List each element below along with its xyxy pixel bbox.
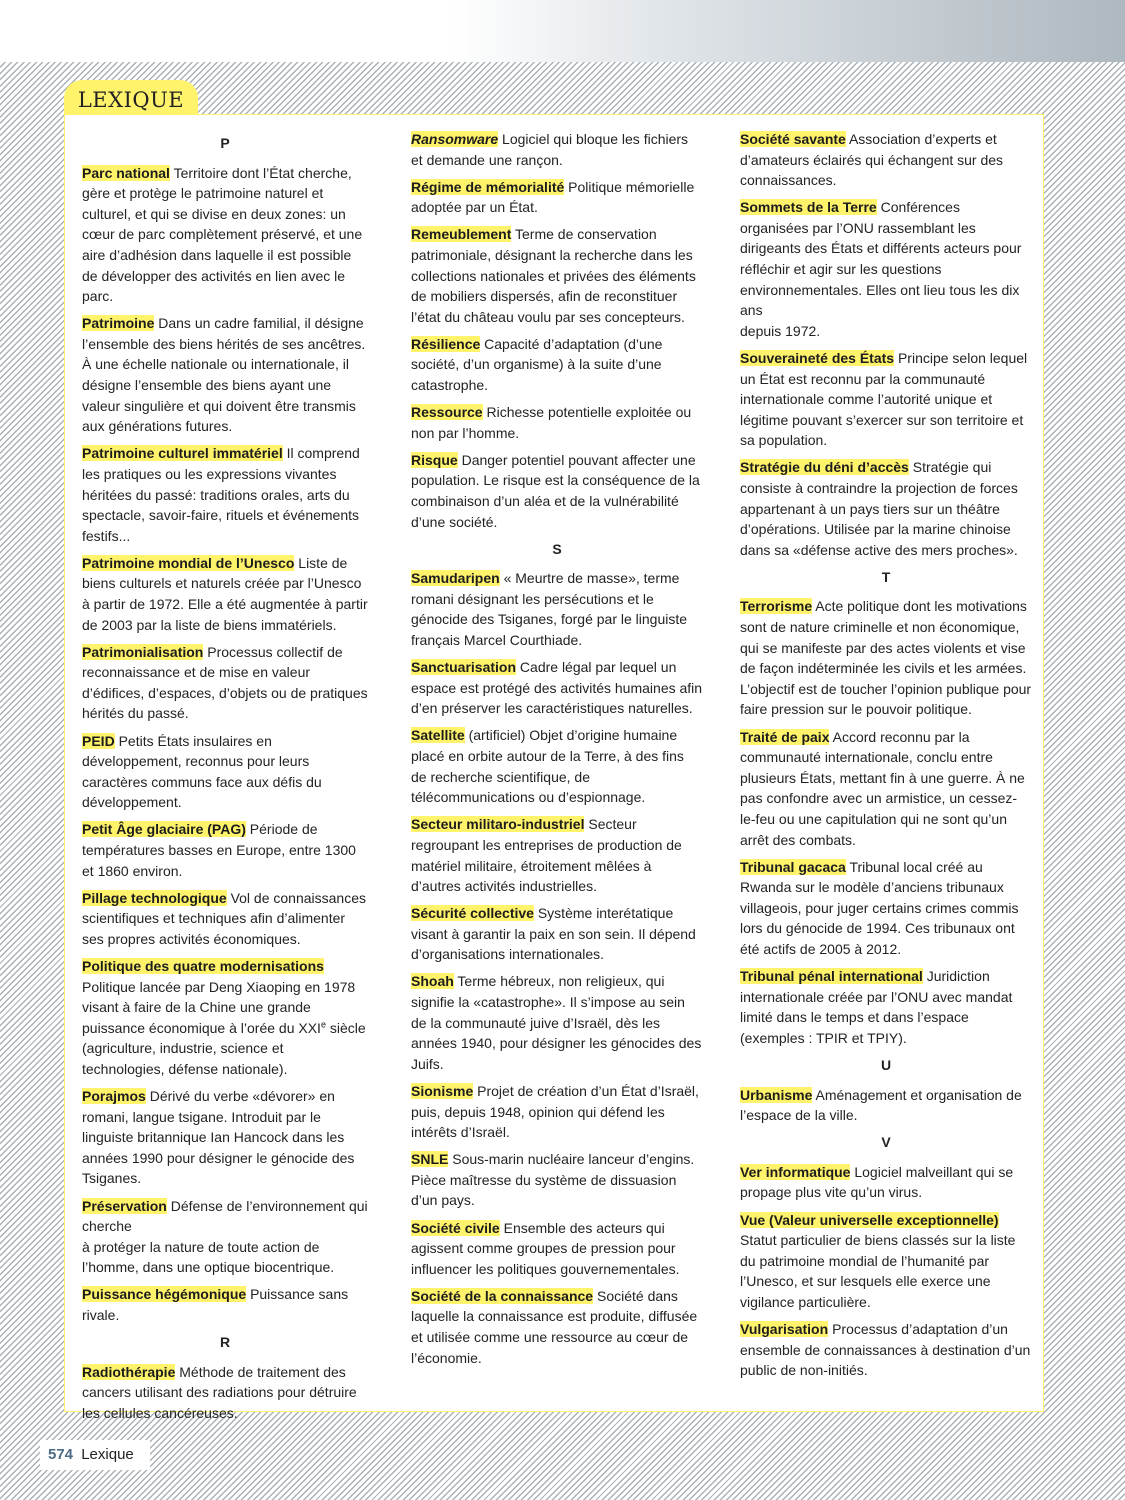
entry-term: Terrorisme xyxy=(740,598,813,615)
entry-definition: Juridiction internationale créée par l’ONU avec mandat limité dans le temps et dans l’espace (exemples : TPIR et TPIY). xyxy=(740,968,1013,1046)
entry-term: Ver informatique xyxy=(740,1163,851,1180)
entry-term: SNLE xyxy=(411,1151,449,1168)
entry-definition: Processus collectif de reconnaissance et de mise en valeur d’édifices, d’espaces, d’objets ou de pratiques hérités du passé. xyxy=(82,643,368,722)
entry-definition: Sous-marin nucléaire lanceur d’engins. Pièce maîtresse du système de dissuasion d’un pays. xyxy=(411,1151,695,1209)
glossary-entry xyxy=(82,731,368,813)
entry-definition: Dérivé du verbe «dévorer» en romani, langue tsigane. Introduit par le linguiste britannique Ian Hancock dans les années 1990 pour désigner le génocide des Tsiganes. xyxy=(82,1088,355,1187)
entry-term: Urbanisme xyxy=(740,1086,813,1103)
entry-definition: Système interétatique visant à garantir la paix en son sein. Il dépend d’organisations internationales. xyxy=(411,905,696,963)
entry-term: Parc national xyxy=(82,164,170,181)
entry-definition: Capacité d’adaptation (d’une société, d’un organisme) à la suite d’une catastrophe. xyxy=(411,335,663,394)
glossary-entry xyxy=(740,348,1032,451)
entry-term: Sécurité collective xyxy=(411,905,534,922)
section-letter-u: U xyxy=(880,1056,892,1073)
entry-definition-continued: à protéger la nature de toute action de l’homme, dans une optique biocentrique. xyxy=(82,1238,335,1276)
entry-term: Patrimonialisation xyxy=(82,643,204,660)
entry-definition: Société dans laquelle la connaissance est produite, diffusée et utilisée comme une ressource au cœur de l’économie. xyxy=(411,1287,698,1366)
entry-term: Sommets de la Terre xyxy=(740,199,877,216)
entry-definition: Conférences organisées par l’ONU rassemblant les dirigeants des États et différents acteurs pour réfléchir et agir sur les questions environnementales. Elles ont lieu tous les dix ans xyxy=(740,199,1022,319)
glossary-entry xyxy=(411,334,703,396)
entry-term: Sanctuarisation xyxy=(411,659,517,676)
entry-definition: Défense de l’environnement qui cherche xyxy=(82,1197,368,1235)
entry-term: Remeublement xyxy=(411,226,512,243)
glossary-entry xyxy=(82,819,368,881)
entry-definition: Liste de biens culturels et naturels créée par l’Unesco à partir de 1972. Elle a été augmentée à partir de 2003 par la liste de biens immatériels. xyxy=(82,554,368,633)
glossary-column-2 xyxy=(411,129,703,1375)
entry-term: Pillage technologique xyxy=(82,889,227,906)
entry-definition: « Meurtre de masse», terme romani désignant les persécutions et le génocide des Tsiganes, forgé par le linguiste français Marcel Courthiade. xyxy=(411,570,688,649)
entry-definition: Stratégie qui consiste à contraindre la projection de forces appartenant à un pays tiers sur un théâtre d’opérations. Utilisée par la marine chinoise dans sa «défense active des mers proches». xyxy=(740,459,1018,558)
glossary-entry xyxy=(82,1086,368,1189)
glossary-entry xyxy=(411,971,703,1074)
entry-definition: Projet de création d’un État d’Israël, puis, depuis 1948, opinion qui défend les intérêts d’Israël. xyxy=(411,1082,699,1141)
footer-label: Lexique xyxy=(81,1446,134,1463)
entry-definition: Cadre légal par lequel un espace est protégé des activités humaines afin d’en préserver les caractéristiques naturelles. xyxy=(411,659,703,717)
glossary-entry xyxy=(411,450,703,532)
section-letter-t: T xyxy=(881,568,891,585)
entry-term: Vulgarisation xyxy=(740,1320,829,1337)
entry-term: Secteur militaro-industriel xyxy=(411,816,585,833)
entry-definition-continued: siècle (agriculture, industrie, science et technologies, défense nationale). xyxy=(82,1019,366,1077)
entry-definition: Logiciel qui bloque les fichiers et demande une rançon. xyxy=(411,131,689,168)
entry-definition: Principe selon lequel un État est reconnu par la communauté internationale comme l’autorité unique et légitime pouvant s’exercer sur son territoire et sa population. xyxy=(740,349,1028,449)
entry-term: Régime de mémorialité xyxy=(411,178,565,195)
glossary-entry xyxy=(411,903,703,965)
entry-term: Ressource xyxy=(411,404,483,421)
entry-term: Satellite xyxy=(411,727,465,744)
entry-definition: Terme hébreux, non religieux, qui signifie la «catastrophe». Il s’impose au sein de la communauté juive d’Israël, dès les années 1940, pour désigner les génocides des Juifs. xyxy=(411,973,702,1072)
entry-term: Radiothérapie xyxy=(82,1363,176,1380)
glossary-entry xyxy=(411,1218,703,1280)
entry-term: Traité de paix xyxy=(740,728,830,745)
glossary-entry xyxy=(411,402,703,443)
entry-term: Stratégie du déni d’accès xyxy=(740,459,909,476)
entry-definition-continued: depuis 1972. xyxy=(740,322,821,339)
entry-term: Préservation xyxy=(82,1197,167,1214)
entry-term: Société de la connaissance xyxy=(411,1287,594,1304)
glossary-entry xyxy=(82,1362,368,1424)
glossary-entry xyxy=(740,197,1032,341)
glossary-column-3 xyxy=(740,129,1032,1387)
entry-definition: Acte politique dont les motivations sont de nature criminelle et non économique, qui se manifeste par des actes violents et vise de façon indéterminée les civils et les armées. L’objectif est de toucher l’opinion publique pour faire pression sur le pouvoir politique. xyxy=(740,598,1032,718)
glossary-entry xyxy=(740,1210,1032,1313)
entry-term: Shoah xyxy=(411,973,454,990)
entry-definition: Logiciel malveillant qui se propage plus vite qu’un virus. xyxy=(740,1163,1014,1201)
entry-term: Vue (Valeur universelle exceptionnelle) xyxy=(740,1211,999,1228)
glossary-entry xyxy=(82,163,368,307)
header-band xyxy=(0,0,1125,62)
glossary-entry xyxy=(740,457,1032,560)
glossary-entry xyxy=(82,888,368,950)
glossary-entry xyxy=(740,857,1032,960)
glossary-entry xyxy=(740,1319,1032,1381)
entry-definition: Dans un cadre familial, il désigne l’ensemble des biens hérités de ses ancêtres. À une échelle nationale ou internationale, il désigne l’ensemble des biens ayant une valeur singulière et qui doivent être transmis aux générations futures. xyxy=(82,315,366,435)
entry-term: Souveraineté des États xyxy=(740,349,895,366)
entry-term: Samudaripen xyxy=(411,570,500,587)
entry-term: Société civile xyxy=(411,1219,500,1236)
section-letter-p: P xyxy=(220,135,230,151)
glossary-entry xyxy=(740,1162,1032,1203)
entry-definition: Association d’experts et d’amateurs éclairés qui échangent sur des connaissances. xyxy=(740,131,1004,189)
glossary-entry xyxy=(411,1149,703,1211)
glossary-entry xyxy=(740,129,1032,191)
glossary-entry xyxy=(82,313,368,437)
entry-definition: Statut particulier de biens classés sur la liste du patrimoine mondial de l’humanité par l’Unesco, et sur lesquels elle exerce une vigilance particulière. xyxy=(740,1232,1016,1310)
entry-definition: Politique lancée par Deng Xiaoping en 1978 visant à faire de la Chine une grande puissance économique à l’orée du XXI xyxy=(82,978,356,1036)
entry-definition: Secteur regroupant les entreprises de production de matériel militaire, étroitement mêlées à d’autres activités industrielles. xyxy=(411,816,682,895)
glossary-entry xyxy=(411,725,703,807)
entry-definition: (artificiel) Objet d’origine humaine placé en orbite autour de la Terre, à des fins de recherche scientifique, de télécommunications ou d’espionnage. xyxy=(411,727,684,806)
glossary-entry xyxy=(411,814,703,896)
entry-term: Patrimoine culturel immatériel xyxy=(82,445,283,462)
entry-definition: Puissance sans rivale. xyxy=(82,1286,349,1323)
entry-definition: Terme de conservation patrimoniale, désignant la recherche dans les collections nationales et privées des éléments de mobiliers dispersés, afin de reconstituer l’état du château voulu par ses concepteurs. xyxy=(411,226,696,325)
entry-term: Patrimoine xyxy=(82,315,155,332)
glossary-entry xyxy=(740,1085,1032,1126)
glossary-entry xyxy=(411,1286,703,1368)
entry-definition: Aménagement et organisation de l’espace de la ville. xyxy=(740,1086,1022,1124)
glossary-column-1 xyxy=(82,129,368,1430)
entry-term: Patrimoine mondial de l’Unesco xyxy=(82,554,295,571)
page-footer xyxy=(40,1440,150,1470)
page-number: 574 xyxy=(48,1446,74,1463)
entry-term: Ransomware xyxy=(411,131,499,147)
glossary-entry xyxy=(82,642,368,724)
glossary-entry xyxy=(411,177,703,218)
glossary-entry xyxy=(411,224,703,327)
glossary-entry xyxy=(411,129,703,170)
section-letter-s: S xyxy=(552,540,562,557)
entry-term: Porajmos xyxy=(82,1088,146,1105)
glossary-entry xyxy=(740,596,1032,720)
entry-definition: Période de températures basses en Europe, entre 1300 et 1860 environ. xyxy=(82,821,356,879)
entry-term: Risque xyxy=(411,451,458,468)
entry-definition: Il comprend les pratiques ou les expressions vivantes héritées du passé: traditions orales, arts du spectacle, savoir-faire, rituels et événements festifs... xyxy=(82,445,360,544)
glossary-entry xyxy=(740,966,1032,1048)
glossary-entry xyxy=(82,1196,368,1278)
section-letter-v: V xyxy=(881,1134,891,1151)
entry-definition: Ensemble des acteurs qui agissent comme groupes de pression pour influencer les politiques gouvernementales. xyxy=(411,1219,680,1277)
entry-definition-superscript: e xyxy=(320,1019,326,1030)
entry-term: Tribunal gacaca xyxy=(740,858,846,875)
entry-term: Petit Âge glaciaire (PAG) xyxy=(82,821,246,838)
glossary-entry xyxy=(82,956,368,1080)
glossary-entry xyxy=(82,1284,368,1325)
section-letter-r: R xyxy=(219,1334,231,1351)
glossary-entry xyxy=(82,443,368,546)
glossary-entry xyxy=(411,568,703,650)
glossary-entry xyxy=(411,657,703,719)
entry-definition: Politique mémorielle adoptée par un État. xyxy=(411,178,695,216)
entry-definition: Processus d’adaptation d’un ensemble de connaissances à destination d’un public de non-initiés. xyxy=(740,1320,1031,1379)
entry-term: Société savante xyxy=(740,131,846,147)
entry-definition: Danger potentiel pouvant affecter une population. Le risque est la conséquence de la combinaison d’un aléa et de la vulnérabilité d’une société. xyxy=(411,451,700,530)
entry-definition: Territoire dont l’État cherche, gère et protège le patrimoine naturel et culturel, et qui se divise en deux zones: un cœur de parc complètement préservé, et une aire d’adhésion dans laquelle il est possible de développer des activités en lien avec le parc. xyxy=(82,164,363,305)
glossary-entry xyxy=(740,727,1032,851)
entry-term: Sionisme xyxy=(411,1082,474,1099)
entry-term: Tribunal pénal international xyxy=(740,968,923,985)
entry-term: Résilience xyxy=(411,335,481,352)
entry-definition: Méthode de traitement des cancers utilisant des radiations pour détruire les cellules cancéreuses. xyxy=(82,1363,357,1421)
entry-term: Politique des quatre modernisations xyxy=(82,957,324,974)
entry-definition: Accord reconnu par la communauté internationale, conclu entre plusieurs États, mettant fin à une guerre. À ne pas confondre avec un armistice, un cessez-le-feu ou une capitulation qui ne sont qu’un arrêt des combats. xyxy=(740,728,1025,848)
entry-definition: Richesse potentielle exploitée ou non par l’homme. xyxy=(411,404,692,441)
entry-term: Puissance hégémonique xyxy=(82,1286,247,1303)
entry-definition: Petits États insulaires en développement, reconnus pour leurs caractères communs face aux défis du développement. xyxy=(82,732,322,811)
entry-term: PEID xyxy=(82,732,115,749)
glossary-panel xyxy=(64,114,1044,1421)
glossary-entry xyxy=(82,553,368,635)
entry-definition: Vol de connaissances scientifiques et techniques afin d’alimenter ses propres activités économiques. xyxy=(82,889,367,947)
page-title: LEXIQUE xyxy=(64,80,198,116)
glossary-entry xyxy=(411,1081,703,1143)
entry-definition: Tribunal local créé au Rwanda sur le modèle d’anciens tribunaux villageois, pour juger certains crimes commis lors du génocide de 1994. Ces tribunaux ont été actifs de 2005 à 2012. xyxy=(740,858,1019,957)
